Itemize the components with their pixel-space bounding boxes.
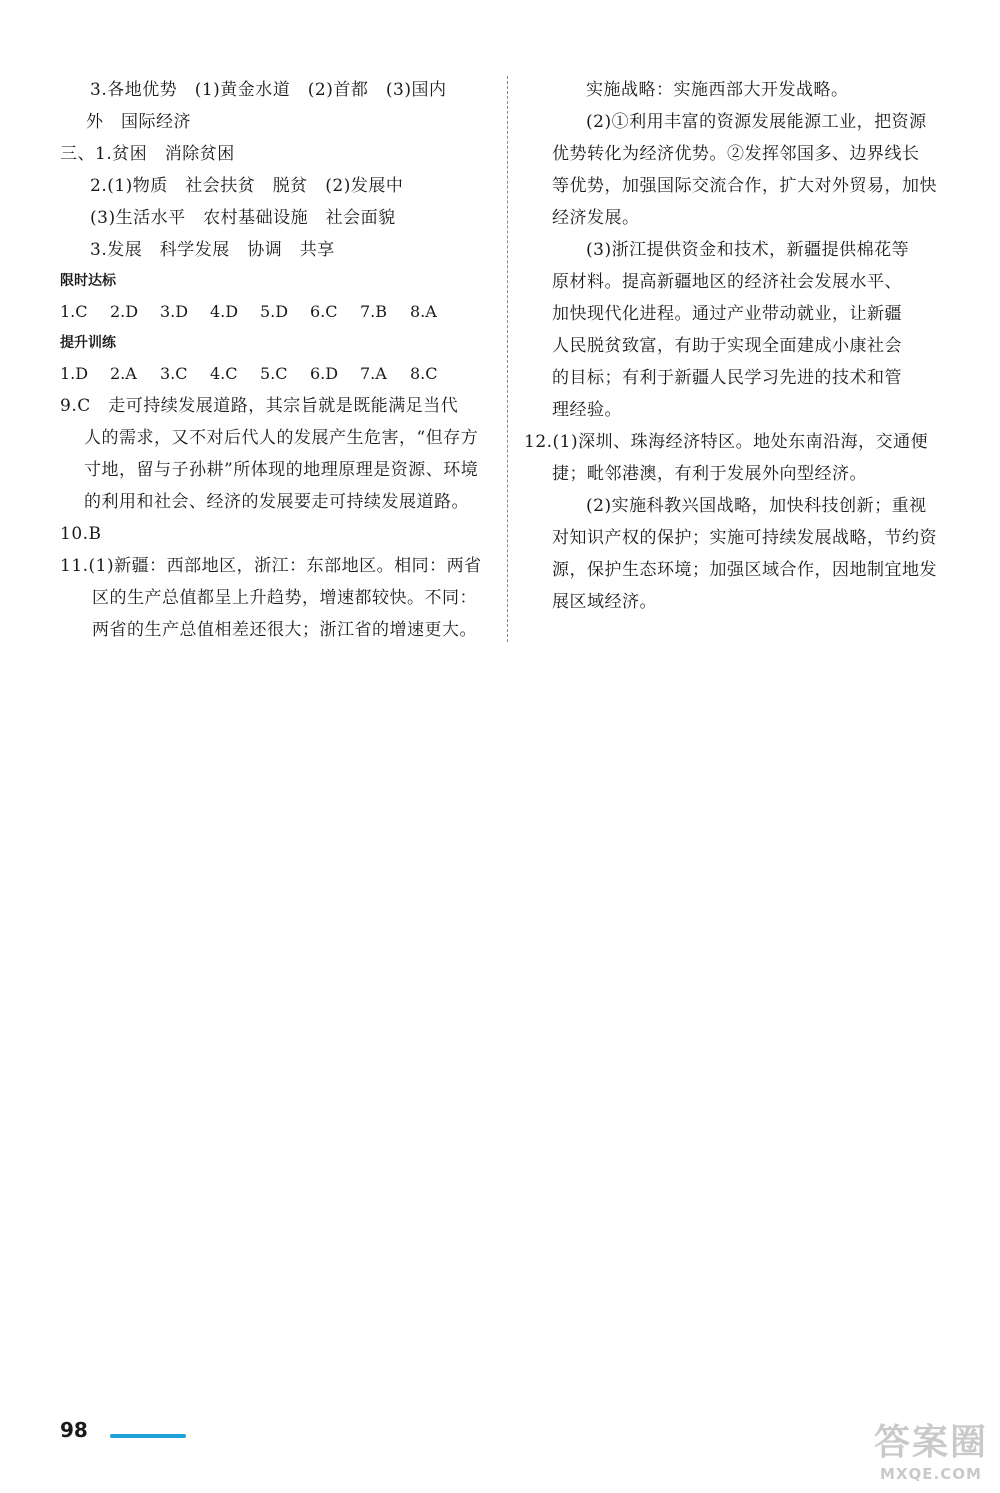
question-12-line: (2)实施科教兴国战略，加快科技创新；重视 — [586, 496, 927, 516]
answer-choice: 1.D — [60, 364, 89, 383]
answer-line: (2)①利用丰富的资源发展能源工业，把资源 — [586, 112, 927, 132]
answer-choice: 7.B — [360, 302, 388, 321]
answer-choice: 6.D — [310, 364, 339, 383]
timed-practice-answers — [60, 296, 500, 328]
answer-choice: 8.C — [410, 364, 438, 383]
question-11-line: 两省的生产总值相差还很大；浙江省的增速更大。 — [92, 620, 477, 640]
answer-line: 3.各地优势 (1)黄金水道 (2)首都 (3)国内 — [90, 80, 447, 100]
answer-line: 外 国际经济 — [86, 112, 191, 132]
answer-choice: 6.C — [310, 302, 338, 321]
site-watermark — [874, 1414, 988, 1483]
question-12-line: 对知识产权的保护；实施可持续发展战略，节约资 — [552, 528, 937, 548]
answer-choice: 5.D — [260, 302, 289, 321]
answer-line: 优势转化为经济优势。②发挥邻国多、边界线长 — [552, 144, 920, 164]
answer-line: (3)浙江提供资金和技术，新疆提供棉花等 — [586, 240, 910, 260]
question-12-line: 12.(1)深圳、珠海经济特区。地处东南沿海，交通便 — [524, 432, 929, 452]
question-11-line: 11.(1)新疆：西部地区，浙江：东部地区。相同：两省 — [60, 556, 482, 576]
answer-choice: 4.C — [210, 364, 238, 383]
answer-choice: 2.D — [110, 302, 139, 321]
improvement-training-answers — [60, 358, 500, 390]
timed-practice-heading: 限时达标 — [60, 273, 116, 289]
answer-line: 的目标；有利于新疆人民学习先进的技术和管 — [552, 368, 902, 388]
answer-choice: 5.C — [260, 364, 288, 383]
section-three-line: 三、1.贫困 消除贫困 — [60, 144, 235, 164]
right-column — [524, 74, 948, 618]
answer-line: 实施战略：实施西部大开发战略。 — [586, 80, 849, 100]
answer-line: 理经验。 — [552, 400, 622, 420]
answer-choice: 8.A — [410, 302, 437, 321]
question-9-line: 人的需求，又不对后代人的发展产生危害，“但存方 — [84, 428, 479, 448]
answer-choice: 1.C — [60, 302, 88, 321]
page-number-accent-bar — [110, 1434, 186, 1438]
answer-line: 经济发展。 — [552, 208, 640, 228]
question-11-line: 区的生产总值都呈上升趋势，增速都较快。不同： — [92, 588, 477, 608]
watermark-logo: 答案圈 — [873, 1422, 988, 1463]
answer-choice: 3.C — [160, 364, 188, 383]
column-divider — [507, 76, 508, 642]
answer-line: 人民脱贫致富，有助于实现全面建成小康社会 — [552, 336, 902, 356]
answer-line: 3.发展 科学发展 协调 共享 — [90, 240, 335, 260]
answer-line: 加快现代化进程。通过产业带动就业，让新疆 — [552, 304, 902, 324]
answer-choice: 2.A — [110, 364, 137, 383]
question-12-line: 展区域经济。 — [552, 592, 657, 612]
question-9-line: 9.C 走可持续发展道路，其宗旨就是既能满足当代 — [60, 396, 459, 416]
answer-choice: 7.A — [360, 364, 387, 383]
answer-line: 等优势，加强国际交流合作，扩大对外贸易，加快 — [552, 176, 937, 196]
question-12-line: 源，保护生态环境；加强区域合作，因地制宜地发 — [552, 560, 937, 580]
answer-choice: 3.D — [160, 302, 189, 321]
improvement-training-heading: 提升训练 — [60, 335, 116, 351]
watermark-url: MXQE.COM — [880, 1465, 982, 1483]
answer-line: 2.(1)物质 社会扶贫 脱贫 (2)发展中 — [90, 176, 404, 196]
answer-line: 原材料。提高新疆地区的经济社会发展水平、 — [552, 272, 902, 292]
question-9-line: 的利用和社会、经济的发展要走可持续发展道路。 — [84, 492, 469, 512]
left-column — [60, 74, 500, 646]
answer-line: (3)生活水平 农村基础设施 社会面貌 — [90, 208, 396, 228]
answer-choice: 4.D — [210, 302, 239, 321]
question-9-line: 寸地，留与子孙耕”所体现的地理原理是资源、环境 — [84, 460, 479, 480]
page-number: 98 — [60, 1418, 88, 1442]
question-12-line: 捷；毗邻港澳，有利于发展外向型经济。 — [552, 464, 867, 484]
question-10-line: 10.B — [60, 524, 102, 544]
